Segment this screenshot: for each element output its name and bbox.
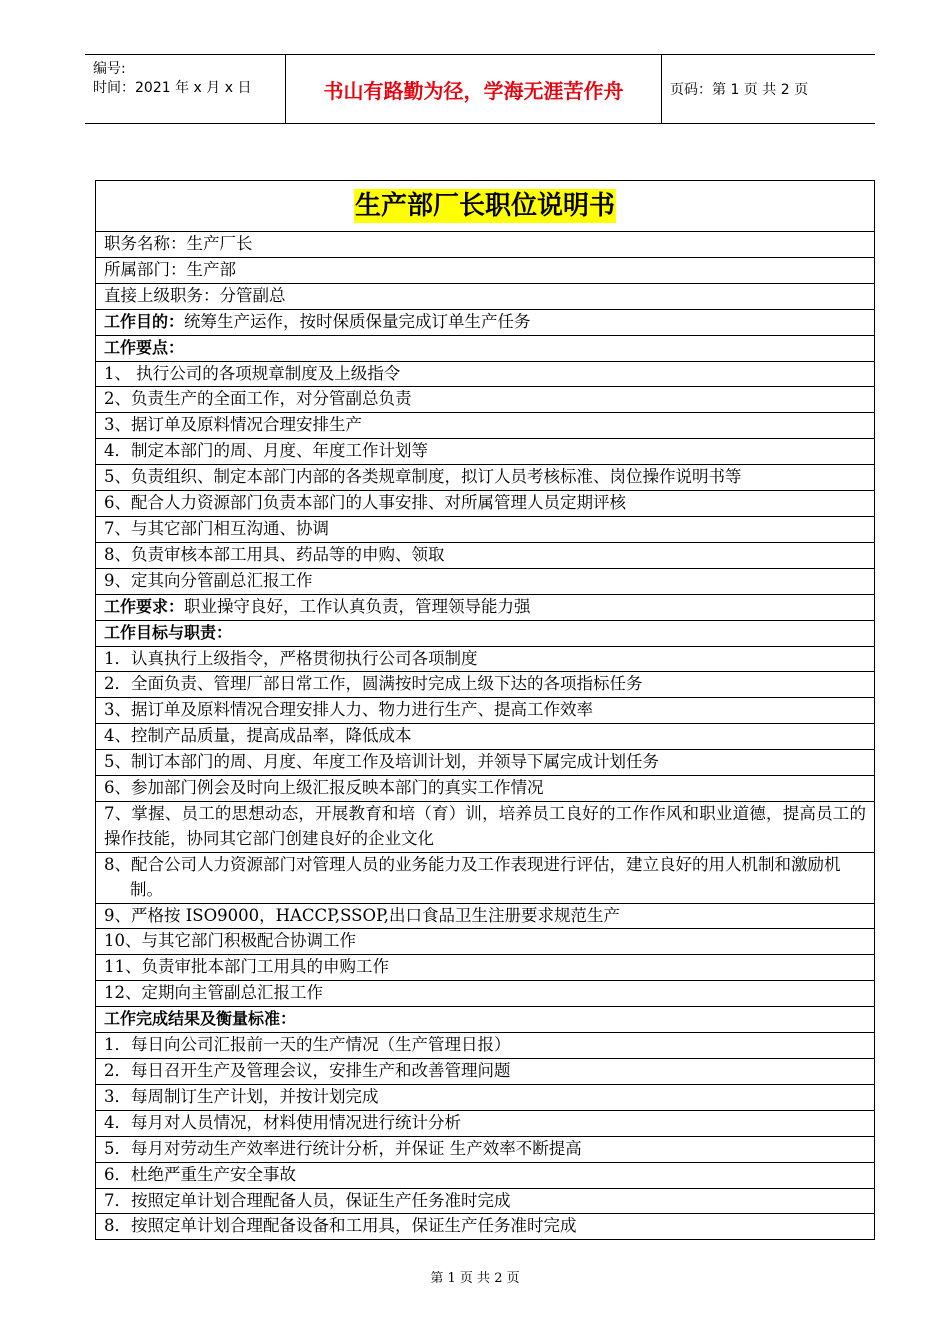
result-row: 4．每月对人员情况，材料使用情况进行统计分析 <box>96 1111 874 1137</box>
job-description-table <box>95 180 875 1240</box>
header-motto: 书山有路勤为径，学海无涯苦作舟 <box>285 55 662 123</box>
keypoint-row: 6、配合人力资源部门负责本部门的人事安排、对所属管理人员定期评核 <box>96 491 874 517</box>
duty-row: 7、掌握、员工的思想动态，开展教育和培（育）训，培养员工良好的工作作风和职业道德，提高员工的操作技能，协同其它部门创建良好的企业文化 <box>96 802 874 853</box>
duty-row: 5、制订本部门的周、月度、年度工作及培训计划，并领导下属完成计划任务 <box>96 750 874 776</box>
superior-row: 直接上级职务：分管副总 <box>96 284 874 310</box>
result-row: 8．按照定单计划合理配备设备和工用具，保证生产任务准时完成 <box>104 1216 577 1236</box>
duty-row: 4、控制产品质量，提高成品率，降低成本 <box>96 724 874 750</box>
keypoint-row: 9、定其向分管副总汇报工作 <box>96 569 874 595</box>
duty-row: 9、严格按 ISO9000，HACCP,SSOP,出口食品卫生注册要求规范生产 <box>96 904 874 930</box>
keypoint-row: 5、负责组织、制定本部门内部的各类规章制度，拟订人员考核标准、岗位操作说明书等 <box>96 465 874 491</box>
requirements-row <box>96 595 874 621</box>
duty-row: 8、配合公司人力资源部门对管理人员的业务能力及工作表现进行评估，建立良好的用人机制和激励机制。 <box>96 853 874 904</box>
results-heading-row <box>96 1007 874 1033</box>
results-label: 工作完成结果及衡量标准： <box>104 1009 297 1029</box>
result-row: 5．每月对劳动生产效率进行统计分析，并保证 生产效率不断提高 <box>96 1137 874 1163</box>
department-row: 所属部门：生产部 <box>96 258 874 284</box>
position-name-row: 职务名称：生产厂长 <box>96 232 874 258</box>
purpose-row <box>96 310 874 336</box>
result-row: 6．杜绝严重生产安全事故 <box>96 1163 874 1189</box>
keypoints-heading-row <box>96 336 874 362</box>
duty-row: 1．认真执行上级指令，严格贯彻执行公司各项制度 <box>96 647 874 673</box>
result-row: 2．每日召开生产及管理会议，安排生产和改善管理问题 <box>96 1059 874 1085</box>
duty-row: 10、与其它部门积极配合协调工作 <box>96 929 874 955</box>
duties-label: 工作目标与职责： <box>104 622 233 642</box>
page-footer: 第 1 页 共 2 页 <box>430 1271 520 1286</box>
keypoints-label: 工作要点： <box>104 337 185 357</box>
keypoint-row: 1、 执行公司的各项规章制度及上级指令 <box>96 362 874 388</box>
keypoint-row: 8、负责审核本部工用具、药品等的申购、领取 <box>96 543 874 569</box>
duty-row: 6、参加部门例会及时向上级汇报反映本部门的真实工作情况 <box>96 776 874 802</box>
purpose-text: 统筹生产运作，按时保质保量完成订单生产任务 <box>184 311 531 331</box>
result-row: 3．每周制订生产计划，并按计划完成 <box>96 1085 874 1111</box>
page-header <box>85 54 875 124</box>
number-label: 编号: <box>93 61 126 77</box>
header-page-info: 页码：第 1 页 共 2 页 <box>670 82 809 98</box>
document-title: 生产部厂长职位说明书 <box>354 191 615 221</box>
keypoint-row: 4．制定本部门的周、月度、年度工作计划等 <box>96 439 874 465</box>
header-meta <box>93 60 251 98</box>
purpose-label: 工作目的： <box>104 311 185 331</box>
keypoint-row: 2、负责生产的全面工作，对分管副总负责 <box>96 387 874 413</box>
result-row: 7．按照定单计划合理配备人员，保证生产任务准时完成 <box>96 1189 874 1215</box>
duty-row: 12、定期向主管副总汇报工作 <box>96 981 874 1007</box>
requirements-label: 工作要求： <box>104 596 185 616</box>
duties-heading-row <box>96 621 874 647</box>
time-label: 时间：2021 年 x 月 x 日 <box>93 80 252 96</box>
result-row: 1．每日向公司汇报前一天的生产情况（生产管理日报） <box>96 1033 874 1059</box>
keypoint-row: 3、据订单及原料情况合理安排生产 <box>96 413 874 439</box>
duty-row: 11、负责审批本部门工用具的申购工作 <box>96 955 874 981</box>
duty-row: 2．全面负责、管理厂部日常工作，圆满按时完成上级下达的各项指标任务 <box>96 672 874 698</box>
title-row <box>96 181 874 232</box>
duty-row: 3、据订单及原料情况合理安排人力、物力进行生产、提高工作效率 <box>96 698 874 724</box>
keypoint-row: 7、与其它部门相互沟通、协调 <box>96 517 874 543</box>
requirements-text: 职业操守良好，工作认真负责，管理领导能力强 <box>184 596 531 616</box>
